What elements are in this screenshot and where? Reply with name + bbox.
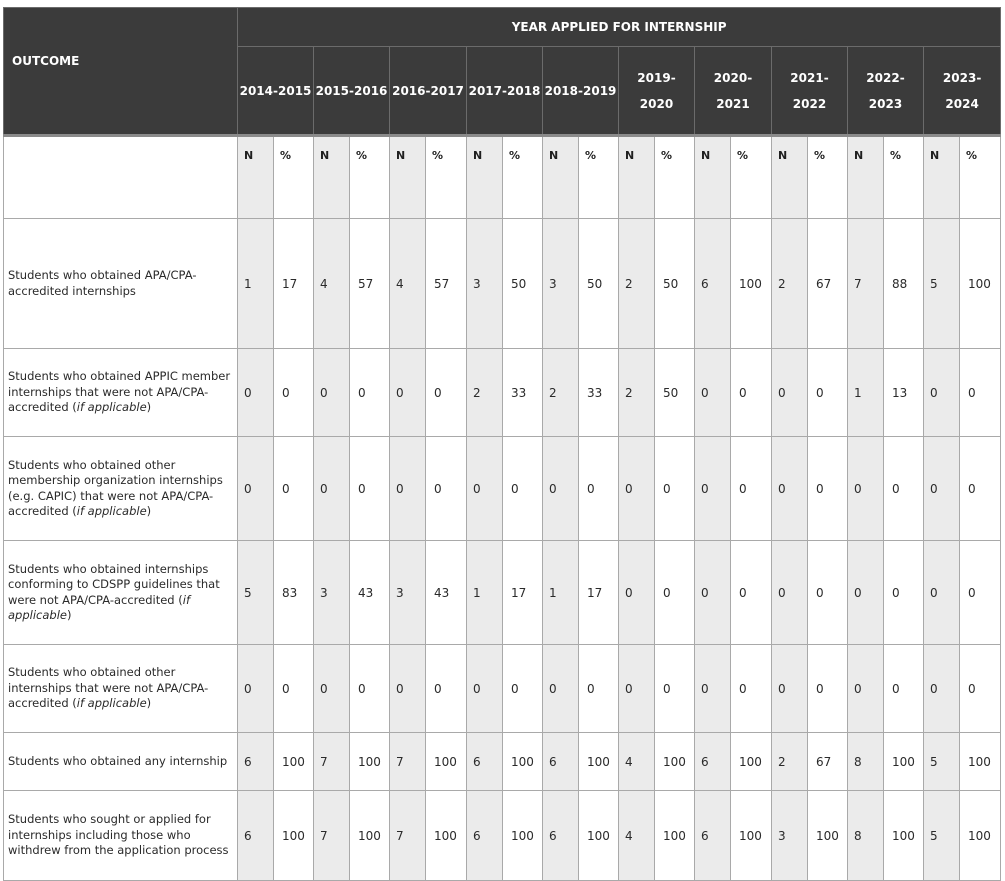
percent-value-cell: 100 — [808, 791, 848, 881]
percent-value-cell: 33 — [579, 349, 619, 437]
year-label-line1: 2021- — [790, 70, 829, 85]
n-column-header: N — [772, 136, 808, 219]
outcome-label-part: ) — [146, 696, 152, 711]
n-value-cell: 0 — [772, 541, 808, 645]
percent-column-header: % — [960, 136, 1001, 219]
percent-column-header: % — [731, 136, 772, 219]
percent-value-cell: 0 — [884, 645, 924, 733]
percent-value-cell: 100 — [426, 791, 467, 881]
n-value-cell: 2 — [619, 349, 655, 437]
table-row — [4, 645, 1001, 733]
n-value-cell: 7 — [848, 219, 884, 349]
n-value-cell: 0 — [848, 645, 884, 733]
percent-value-cell: 100 — [731, 791, 772, 881]
n-value-cell: 6 — [695, 219, 731, 349]
n-column-header: N — [543, 136, 579, 219]
percent-value-cell: 83 — [274, 541, 314, 645]
percent-value-cell: 0 — [503, 645, 543, 733]
percent-value-cell: 0 — [426, 437, 467, 541]
n-value-cell: 0 — [772, 645, 808, 733]
n-value-cell: 2 — [543, 349, 579, 437]
percent-value-cell: 100 — [426, 733, 467, 791]
n-value-cell: 3 — [314, 541, 350, 645]
year-label-line1: 2020- — [713, 70, 753, 85]
outcome-label-part: ) — [146, 400, 152, 415]
n-column-header: N — [848, 136, 884, 219]
percent-value-cell: 0 — [655, 541, 695, 645]
blank-header-cell — [4, 136, 238, 219]
n-value-cell: 4 — [619, 791, 655, 881]
percent-value-cell: 100 — [960, 791, 1001, 881]
n-value-cell: 0 — [238, 645, 274, 733]
percent-value-cell: 0 — [350, 349, 390, 437]
outcome-label-part: Students who obtained internships conforming to CDSPP guidelines that were not APA/CPA-accredited ( — [8, 561, 220, 607]
percent-value-cell: 0 — [274, 437, 314, 541]
percent-value-cell: 0 — [808, 437, 848, 541]
internship-outcomes-table — [3, 7, 1001, 881]
n-column-header: N — [467, 136, 503, 219]
year-applied-group-header: YEAR APPLIED FOR INTERNSHIP — [238, 8, 1001, 47]
percent-value-cell: 0 — [655, 437, 695, 541]
n-value-cell: 0 — [695, 645, 731, 733]
outcome-label-italic-part: if applicable — [8, 592, 190, 622]
year-header — [467, 47, 543, 136]
n-value-cell: 0 — [924, 437, 960, 541]
n-value-cell: 0 — [772, 349, 808, 437]
outcome-label — [4, 219, 238, 349]
percent-value-cell: 100 — [503, 791, 543, 881]
n-value-cell: 7 — [390, 791, 426, 881]
percent-column-header: % — [503, 136, 543, 219]
n-value-cell: 0 — [543, 645, 579, 733]
percent-value-cell: 33 — [503, 349, 543, 437]
percent-value-cell: 50 — [655, 219, 695, 349]
percent-value-cell: 50 — [503, 219, 543, 349]
outcome-label — [4, 733, 238, 791]
n-value-cell: 5 — [924, 733, 960, 791]
percent-value-cell: 100 — [960, 219, 1001, 349]
n-value-cell: 0 — [924, 541, 960, 645]
percent-value-cell: 57 — [426, 219, 467, 349]
n-value-cell: 1 — [543, 541, 579, 645]
year-label-line1: 2018-2019 — [544, 83, 617, 98]
internship-outcomes-table-wrapper — [3, 7, 1001, 881]
year-label-line2: 2022 — [792, 96, 827, 111]
percent-value-cell: 0 — [426, 349, 467, 437]
percent-value-cell: 43 — [350, 541, 390, 645]
percent-value-cell: 88 — [884, 219, 924, 349]
percent-value-cell: 100 — [884, 733, 924, 791]
year-header — [390, 47, 467, 136]
percent-value-cell: 0 — [960, 541, 1001, 645]
n-value-cell: 0 — [314, 645, 350, 733]
percent-value-cell: 57 — [350, 219, 390, 349]
n-value-cell: 5 — [924, 791, 960, 881]
outcome-label-italic-part: if applicable — [76, 504, 147, 518]
percent-column-header: % — [274, 136, 314, 219]
n-value-cell: 0 — [848, 541, 884, 645]
percent-value-cell: 50 — [655, 349, 695, 437]
percent-value-cell: 100 — [731, 219, 772, 349]
year-header — [619, 47, 695, 136]
n-percent-header-row — [4, 136, 1001, 219]
outcome-label-part: ) — [146, 504, 152, 518]
n-value-cell: 0 — [619, 541, 655, 645]
n-value-cell: 6 — [467, 791, 503, 881]
percent-value-cell: 100 — [579, 733, 619, 791]
percent-value-cell: 100 — [884, 791, 924, 881]
percent-value-cell: 50 — [579, 219, 619, 349]
percent-value-cell: 0 — [808, 349, 848, 437]
outcome-label-part: Students who obtained any internship — [8, 753, 228, 768]
n-value-cell: 5 — [238, 541, 274, 645]
n-value-cell: 0 — [924, 349, 960, 437]
n-column-header: N — [390, 136, 426, 219]
percent-value-cell: 0 — [808, 645, 848, 733]
n-value-cell: 4 — [314, 219, 350, 349]
n-value-cell: 0 — [467, 645, 503, 733]
percent-value-cell: 100 — [731, 733, 772, 791]
outcome-label — [4, 437, 238, 541]
percent-column-header: % — [808, 136, 848, 219]
year-label-line1: 2015-2016 — [315, 83, 388, 98]
n-value-cell: 2 — [619, 219, 655, 349]
year-label-line2: 2024 — [945, 96, 979, 111]
n-value-cell: 0 — [619, 645, 655, 733]
year-header — [238, 47, 314, 136]
percent-value-cell: 0 — [731, 645, 772, 733]
n-value-cell: 1 — [848, 349, 884, 437]
n-value-cell: 6 — [543, 733, 579, 791]
n-value-cell: 0 — [619, 437, 655, 541]
n-column-header: N — [238, 136, 274, 219]
year-label-line1: 2017-2018 — [468, 83, 541, 98]
percent-value-cell: 100 — [350, 791, 390, 881]
percent-value-cell: 0 — [884, 437, 924, 541]
year-label-line2: 2021 — [716, 96, 750, 111]
outcome-label-part: Students who obtained other membership organization internships (e.g. CAPIC) that were not APA/CPA-accredited ( — [8, 457, 223, 518]
year-label-line1: 2023- — [942, 70, 982, 85]
outcome-label-part: ) — [66, 608, 72, 622]
year-header — [314, 47, 390, 136]
table-row — [4, 791, 1001, 881]
percent-value-cell: 0 — [426, 645, 467, 733]
n-value-cell: 0 — [848, 437, 884, 541]
n-value-cell: 0 — [238, 437, 274, 541]
n-value-cell: 6 — [695, 791, 731, 881]
outcome-label — [4, 791, 238, 881]
percent-value-cell: 0 — [731, 349, 772, 437]
percent-column-header: % — [655, 136, 695, 219]
n-value-cell: 6 — [238, 733, 274, 791]
n-value-cell: 4 — [619, 733, 655, 791]
n-value-cell: 0 — [314, 349, 350, 437]
year-label-line2: 2020 — [639, 96, 674, 111]
percent-value-cell: 0 — [579, 645, 619, 733]
outcome-column-header: OUTCOME — [4, 8, 238, 136]
n-value-cell: 1 — [467, 541, 503, 645]
year-label-line1: 2016-2017 — [392, 83, 464, 98]
percent-value-cell: 0 — [808, 541, 848, 645]
year-label-line1: 2019- — [637, 70, 676, 85]
year-header — [924, 47, 1001, 136]
n-value-cell: 2 — [772, 219, 808, 349]
year-label-line2: 2023 — [868, 96, 903, 111]
n-value-cell: 0 — [238, 349, 274, 437]
n-value-cell: 2 — [467, 349, 503, 437]
percent-value-cell: 17 — [274, 219, 314, 349]
n-value-cell: 0 — [695, 541, 731, 645]
percent-value-cell: 0 — [884, 541, 924, 645]
outcome-label-part: Students who sought or applied for internships including those who withdrew from the application process — [8, 812, 229, 858]
percent-value-cell: 0 — [579, 437, 619, 541]
percent-value-cell: 0 — [731, 541, 772, 645]
n-value-cell: 7 — [314, 733, 350, 791]
n-column-header: N — [924, 136, 960, 219]
n-value-cell: 3 — [467, 219, 503, 349]
n-value-cell: 3 — [543, 219, 579, 349]
outcome-rows — [4, 219, 1001, 881]
n-value-cell: 7 — [390, 733, 426, 791]
percent-value-cell: 0 — [274, 645, 314, 733]
n-value-cell: 0 — [314, 437, 350, 541]
percent-column-header: % — [579, 136, 619, 219]
percent-value-cell: 0 — [350, 645, 390, 733]
outcome-label-italic-part: if applicable — [76, 400, 147, 415]
year-header — [695, 47, 772, 136]
n-value-cell: 6 — [238, 791, 274, 881]
percent-value-cell: 0 — [503, 437, 543, 541]
outcome-label-part: Students who obtained other internships that were not APA/CPA-accredited ( — [8, 665, 209, 711]
n-value-cell: 2 — [772, 733, 808, 791]
n-value-cell: 6 — [695, 733, 731, 791]
percent-value-cell: 100 — [274, 733, 314, 791]
percent-value-cell: 0 — [655, 645, 695, 733]
percent-value-cell: 0 — [960, 645, 1001, 733]
percent-column-header: % — [884, 136, 924, 219]
n-value-cell: 0 — [543, 437, 579, 541]
year-label-line1: 2022- — [866, 70, 905, 85]
percent-value-cell: 67 — [808, 219, 848, 349]
percent-value-cell: 100 — [960, 733, 1001, 791]
n-value-cell: 0 — [467, 437, 503, 541]
n-value-cell: 7 — [314, 791, 350, 881]
outcome-label-part: Students who obtained APA/CPA-accredited internships — [8, 268, 197, 298]
percent-value-cell: 100 — [655, 733, 695, 791]
n-value-cell: 6 — [543, 791, 579, 881]
percent-column-header: % — [426, 136, 467, 219]
n-value-cell: 3 — [390, 541, 426, 645]
n-value-cell: 1 — [238, 219, 274, 349]
percent-value-cell: 100 — [655, 791, 695, 881]
outcome-label — [4, 645, 238, 733]
n-value-cell: 8 — [848, 733, 884, 791]
percent-value-cell: 43 — [426, 541, 467, 645]
percent-value-cell: 100 — [274, 791, 314, 881]
year-header — [543, 47, 619, 136]
percent-value-cell: 67 — [808, 733, 848, 791]
n-value-cell: 0 — [695, 437, 731, 541]
table-row — [4, 349, 1001, 437]
percent-value-cell: 0 — [274, 349, 314, 437]
percent-value-cell: 0 — [960, 437, 1001, 541]
percent-value-cell: 0 — [731, 437, 772, 541]
outcome-label-part: Students who obtained APPIC member internships that were not APA/CPA-accredited ( — [8, 369, 231, 415]
percent-value-cell: 0 — [960, 349, 1001, 437]
n-value-cell: 0 — [772, 437, 808, 541]
table-row — [4, 437, 1001, 541]
percent-value-cell: 100 — [503, 733, 543, 791]
percent-value-cell: 13 — [884, 349, 924, 437]
outcome-label-italic-part: if applicable — [76, 696, 147, 711]
n-value-cell: 0 — [390, 349, 426, 437]
n-value-cell: 0 — [924, 645, 960, 733]
table-row — [4, 733, 1001, 791]
n-value-cell: 4 — [390, 219, 426, 349]
n-value-cell: 6 — [467, 733, 503, 791]
percent-value-cell: 100 — [579, 791, 619, 881]
table-row — [4, 219, 1001, 349]
n-value-cell: 0 — [390, 645, 426, 733]
n-value-cell: 3 — [772, 791, 808, 881]
n-column-header: N — [695, 136, 731, 219]
percent-value-cell: 17 — [503, 541, 543, 645]
year-header — [848, 47, 924, 136]
percent-value-cell: 0 — [350, 437, 390, 541]
n-column-header: N — [314, 136, 350, 219]
percent-value-cell: 100 — [350, 733, 390, 791]
n-value-cell: 0 — [695, 349, 731, 437]
n-column-header: N — [619, 136, 655, 219]
outcome-label — [4, 541, 238, 645]
n-value-cell: 8 — [848, 791, 884, 881]
n-value-cell: 5 — [924, 219, 960, 349]
percent-column-header: % — [350, 136, 390, 219]
outcome-label — [4, 349, 238, 437]
n-value-cell: 0 — [390, 437, 426, 541]
year-label-line1: 2014-2015 — [239, 83, 312, 98]
year-header — [772, 47, 848, 136]
percent-value-cell: 17 — [579, 541, 619, 645]
table-row — [4, 541, 1001, 645]
